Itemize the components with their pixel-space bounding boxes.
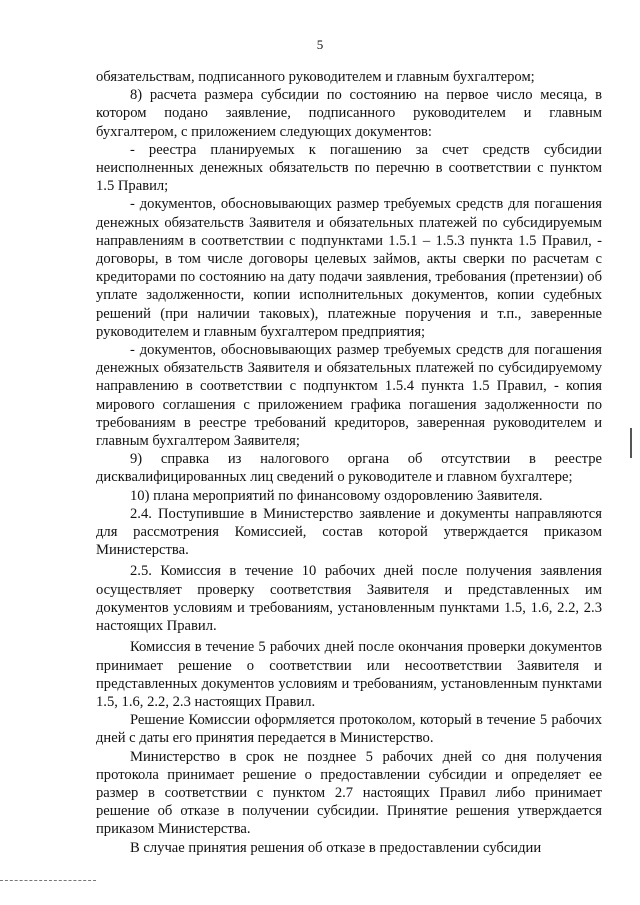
- footer-rule: [0, 880, 96, 881]
- paragraph-continuation: обязательствам, подписанного руководителем и главным бухгалтером;: [96, 69, 535, 85]
- paragraph-item-10: 10) плана мероприятий по финансовому оздоровлению Заявителя.: [130, 487, 543, 504]
- paragraph-ministry-decision: Министерство в срок не позднее 5 рабочих дней со дня получения протокола принимает решение о предоставлении субсидии и определяет ее размер в соответствии с пунктом 2.7 настоящих Правил либо принимает решение об отказе в получении субсидии. Принятие решения утверждается приказом Министерства.: [96, 748, 602, 838]
- paragraph-documents-1: - документов, обосновывающих размер требуемых средств для погашения денежных обязательств Заявителя и обязательных платежей по субсидируемым направлениям в соответствии с подпунктами 1.5.1 – 1.5.3 пункта 1.5 Правил, - договоры, в том числе договоры целевых займов, акты сверки по расчетам с кредиторами по состоянию на дату подачи заявления, требования (претензии) об уплате задолженности, копии исполнительных документов, копии судебных решений (при наличии таковых), платежные поручения и т.п., заверенные руководителем и главным бухгалтером предприятия;: [96, 196, 602, 340]
- document-body: [96, 68, 602, 857]
- paragraph-documents-2: - документов, обосновывающих размер требуемых средств для погашения денежных обязательств Заявителя и обязательных платежей по субсидируемому направлению в соответствии с подпунктом 1.5.4 пункта 1.5 Правил, - копия мирового соглашения с приложением графика погашения задолженности по требованиям в реестре требований кредиторов, заверенная руководителем и главным бухгалтером Заявителя;: [96, 342, 602, 450]
- paragraph-registry: - реестра планируемых к погашению за счет средств субсидии неисполненных денежных обязательств по перечню в соответствии с пунктом 1.5 Правил;: [96, 141, 602, 195]
- paragraph-item-8: 8) расчета размера субсидии по состоянию на первое число месяца, в котором подано заявление, подписанного руководителем и главным бухгалтером, с приложением следующих документов:: [96, 87, 602, 140]
- paragraph-2-5: 2.5. Комиссия в течение 10 рабочих дней после получения заявления осуществляет проверку соответствия Заявителя и представленных им документов условиям и требованиям, установленным пунктами 1.5, 1.6, 2.2, 2.3 настоящих Правил.: [96, 563, 602, 635]
- paragraph-refusal: В случае принятия решения об отказе в предоставлении субсидии: [130, 839, 542, 856]
- paragraph-item-9: 9) справка из налогового органа об отсутствии в реестре дисквалифицированных лиц сведений о руководителе и главном бухгалтере;: [96, 451, 602, 486]
- paragraph-2-4: 2.4. Поступившие в Министерство заявление и документы направляются для рассмотрения Комиссией, состав которой утверждается приказом Министерства.: [96, 505, 602, 559]
- page-number: 5: [316, 37, 324, 52]
- paragraph-commission-decision: Комиссия в течение 5 рабочих дней после окончания проверки документов принимает решение о соответствии или несоответствии Заявителя и представленных документов условиям и требованиям, установленным пунктами 1.5, 1.6, 2.2, 2.3 настоящих Правил.: [96, 639, 602, 710]
- paragraph-protocol: Решение Комиссии оформляется протоколом, который в течение 5 рабочих дней с даты его принятия передается в Министерство.: [96, 712, 602, 747]
- scan-artifact-mark: [630, 428, 632, 458]
